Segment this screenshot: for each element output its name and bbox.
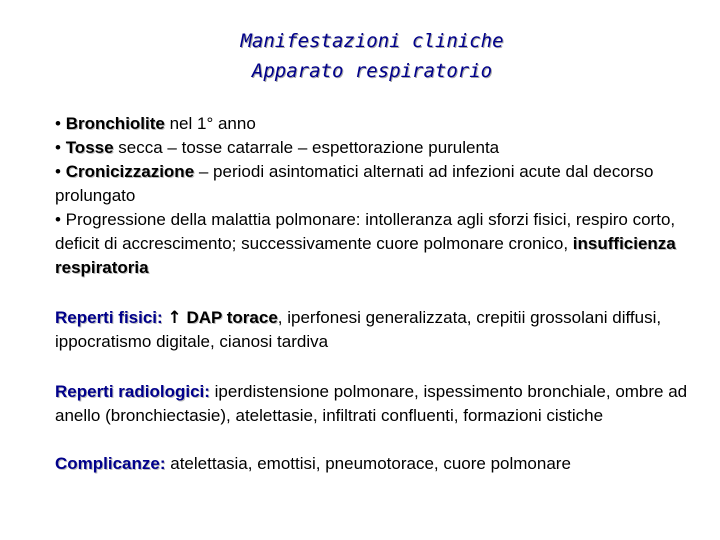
bold-term-dap: DAP torace — [186, 308, 278, 327]
label-reperti-fisici: Reperti fisici — [55, 308, 158, 327]
title-line-1: Manifestazioni cliniche — [240, 30, 504, 52]
bullet-text: secca – tosse catarrale – espettorazione purulenta — [113, 138, 500, 157]
paragraph-complicanze — [55, 452, 700, 476]
paragraph-text: , iperfonesi generalizzata, crepitii grossolani diffusi, ippocratismo digitale, cianosi tardiva — [55, 308, 662, 351]
bullet-cronicizzazione — [55, 160, 700, 208]
paragraph-text: atelettasia, emottisi, pneumotorace, cuore polmonare — [165, 454, 571, 473]
label-colon: : — [157, 308, 163, 327]
label-complicanze: Complicanze — [55, 454, 160, 473]
title-line-2: Apparato respiratorio — [251, 60, 493, 82]
bullet-bold-term: Bronchiolite — [65, 114, 165, 133]
bullet-marker: • — [55, 162, 61, 181]
spacer — [55, 428, 700, 452]
bullet-progressione — [55, 208, 700, 280]
bullet-bronchiolite — [55, 112, 700, 136]
paragraph-reperti-radiologici — [55, 380, 700, 428]
bullet-bold-term: Tosse — [65, 138, 114, 157]
bullet-marker: • — [55, 138, 61, 157]
slide-title — [0, 26, 720, 86]
bullet-text: nel 1° anno — [164, 114, 256, 133]
label-colon: : — [204, 382, 210, 401]
bullet-bold-term: Cronicizzazione — [65, 162, 195, 181]
bullet-text: Progressione della malattia polmonare: intolleranza agli sforzi fisici, respiro corto, deficit di accrescimento; successivamente cuore polmonare cronico, — [55, 210, 676, 253]
up-arrow-icon: ↑ — [167, 308, 182, 328]
paragraph-text: iperdistensione polmonare, ispessimento bronchiale, ombre ad anello (bronchiectasie), atelettasie, infiltrati confluenti, formazioni cistiche — [55, 382, 688, 425]
spacer — [55, 280, 700, 306]
label-reperti-radiologici: Reperti radiologici — [55, 382, 205, 401]
bullet-bold-term: insufficienza respiratoria — [55, 234, 676, 277]
slide-content — [55, 112, 700, 476]
bullet-text: – periodi asintomatici alternati ad infezioni acute dal decorso prolungato — [55, 162, 654, 205]
paragraph-reperti-fisici — [55, 306, 700, 354]
spacer — [55, 354, 700, 380]
label-colon: : — [159, 454, 166, 473]
bullet-marker: • — [55, 114, 61, 133]
bullet-marker: • — [55, 210, 61, 229]
bullet-tosse — [55, 136, 700, 160]
